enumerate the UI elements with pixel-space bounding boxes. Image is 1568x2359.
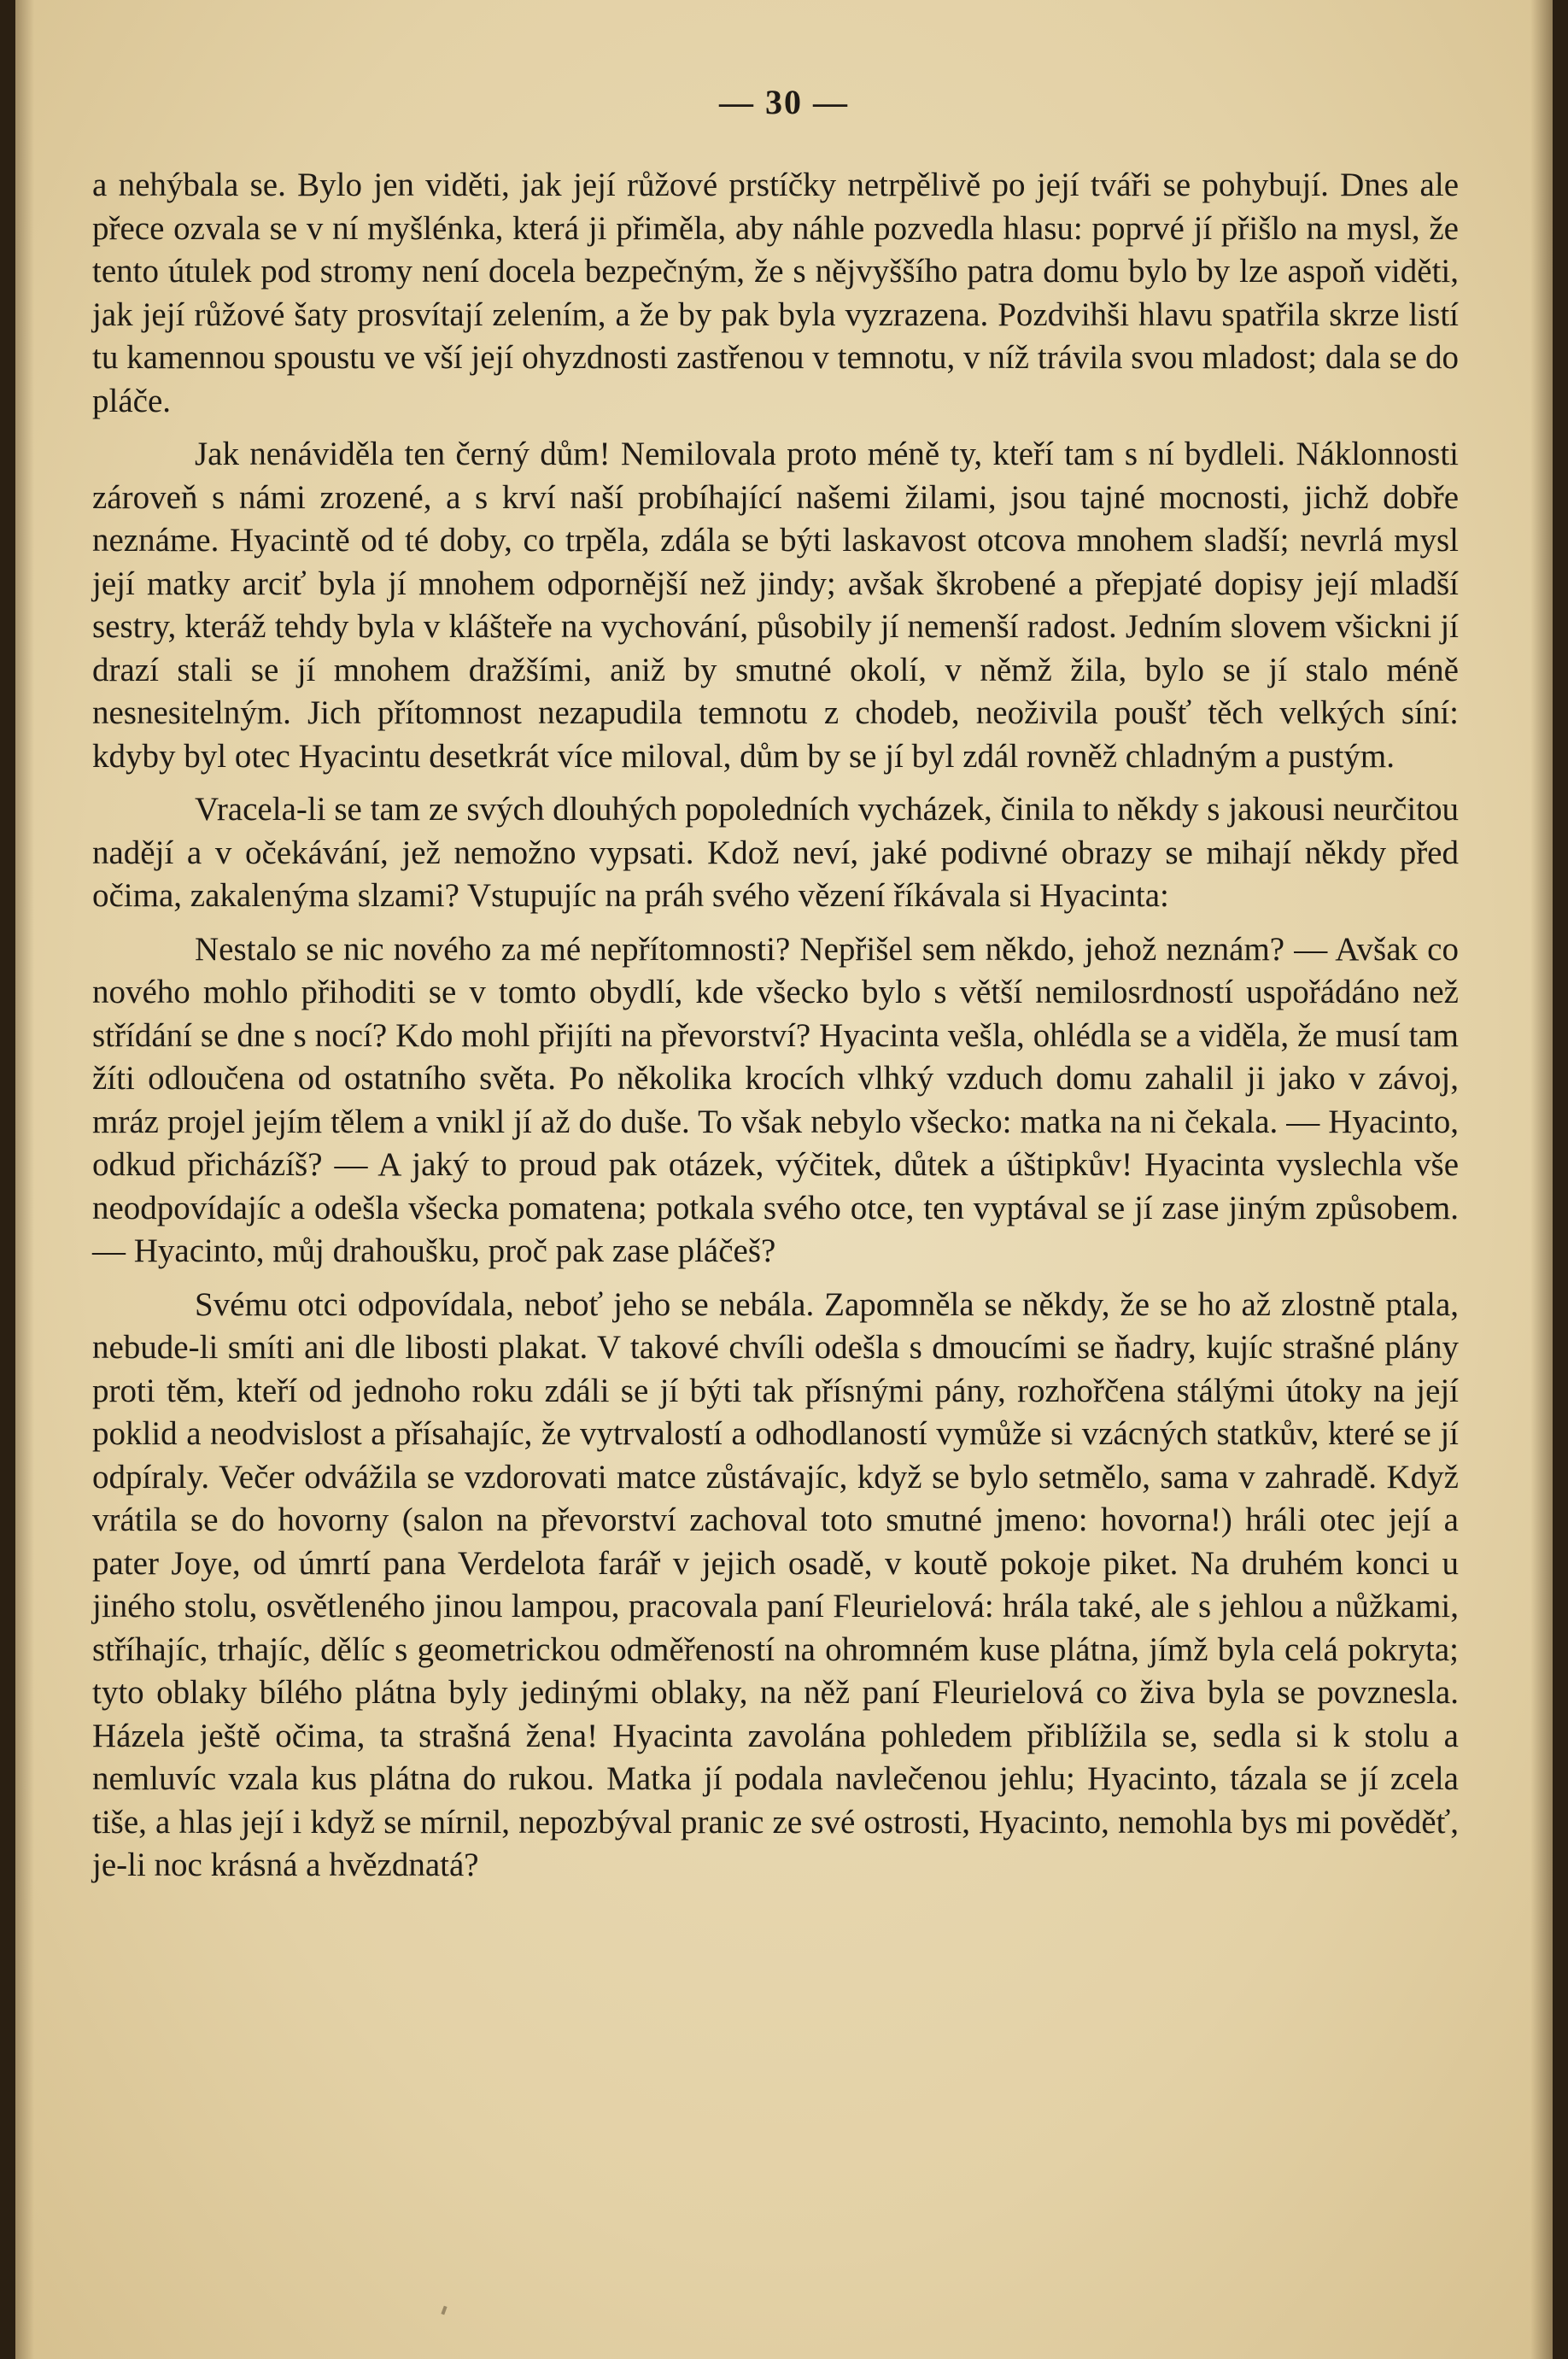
paragraph-3: Vracela-li se tam ze svých dlouhých popoledních vycházek, činila to někdy s jakousi neurčitou nadějí a v očekávání, jež nemožno vypsati. Kdož neví, jaké podivné obrazy se mihají někdy před očima, zakalenýma slzami? Vstupujíc na práh svého vězení říkávala si Hyacinta: [92,791,1459,914]
paragraph-5: Svému otci odpovídala, neboť jeho se nebála. Zapomněla se někdy, že se ho až zlostně ptala, nebude-li smíti ani dle libosti plakat. V takové chvíli odešla s dmoucími se ňadry, kujíc strašné plány proti těm, kteří od jednoho roku zdáli se jí býti tak přísnými pány, rozhořčena stálými útoky na její poklid a neodvislost a přísahajíc, že vytrvalostí a odhodlaností vymůže si vzácných statkův, které se jí odpíraly. Večer odvážila se vzdorovati matce zůstávajíc, když se bylo setmělo, sama v zahradě. Když vrátila se do hovorny (salon na převorství zachoval toto smutné jmeno: hovorna!) hráli otec její a pater Joye, od úmrtí pana Verdelota farář v jejich osadě, v koutě pokoje piket. Na druhém konci u jiného stolu, osvětleného jinou lampou, pracovala paní Fleurielová: hrála také, ale s jehlou a nůžkami, stříhajíc, trhajíc, dělíc s geometrickou odměřeností na ohromném kuse plátna, jímž byla celá pokryta; tyto oblaky bílého plátna byly jedinými oblaky, na něž paní Fleurielová co živa byla se povznesla. Házela ještě očima, ta strašná žena! Hyacinta zavolána pohledem přiblížila se, sedla si k stolu a nemluvíc vzala kus plátna do rukou. Matka jí podala navlečenou jehlu; Hyacinto, tázala se jí zcela tiše, a hlas její i když se mírnil, nepozbýval pranic ze své ostrosti, Hyacinto, nemohla bys mi pověděť, je-li noc krásná a hvězdnatá? [92,1285,1459,1883]
page-number: — 30 — [719,83,849,121]
book-page [15,0,1553,2359]
ink-speck [441,2306,447,2315]
paragraph-1: a nehýbala se. Bylo jen viděti, jak její růžové prstíčky netrpělivě po její tváři se pohybují. Dnes ale přece ozvala se v ní myšlénka, která ji přiměla, aby náhle pozvedla hlasu: poprvé jí přišlo na mysl, že tento útulek pod stromy není docela bezpečným, že s nějvyššího patra domu bylo by lze aspoň viděti, jak její růžové šaty prosvítají zelením, a že by pak byla vyzrazena. Pozdvihši hlavu spatřila skrze listí tu kamennou spoustu ve vší její ohyzdnosti zastřenou v temnotu, v níž trávila svou mladost; dala se do pláče. [92,167,1459,419]
page-shadow-left [15,0,34,2359]
body-text [92,164,1459,1898]
paragraph-4: Nestalo se nic nového za mé nepřítomnosti? Nepřišel sem někdo, jehož neznám? — Avšak co nového mohlo přihoditi se v tomto obydlí, kde všecko bylo s větší nemilosrdností uspořádáno než střídání se dne s nocí? Kdo mohl přijíti na převorství? Hyacinta vešla, ohlédla se a viděla, že musí tam žíti odloučena od ostatního světa. Po několika krocích vlhký vzduch domu zahalil ji jako v závoj, mráz projel jejím tělem a vnikl jí až do duše. To však nebylo všecko: matka na ni čekala. — Hyacinto, odkud přicházíš? — A jaký to proud pak otázek, výčitek, důtek a úštipkův! Hyacinta vyslechla vše neodpovídajíc a odešla všecka pomatena; potkala svého otce, ten vyptával se jí zase jiným způsobem. — Hyacinto, můj drahoušku, proč pak zase pláčeš? [92,930,1459,1269]
paragraph-2: Jak nenáviděla ten černý dům! Nemilovala proto méně ty, kteří tam s ní bydleli. Náklonnosti zároveň s námi zrozené, a s krví naší probíhající našemi žilami, jsou tajné mocnosti, jichž dobře neznáme. Hyacintě od té doby, co trpěla, zdála se býti laskavost otcova mnohem sladší; nevrlá mysl její matky arciť byla jí mnohem odpornější než jindy; avšak škrobené a přepjaté dopisy její mladší sestry, kteráž tehdy byla v klášteře na vychování, působily jí nemenší radost. Jedním slovem všickni jí drazí stali se jí mnohem dražšími, aniž by smutné okolí, v němž žila, bylo se jí stalo méně nesnesitelným. Jich přítomnost nezapudila temnotu z chodeb, neoživila poušť těch velkých síní: kdyby byl otec Hyacintu desetkrát více miloval, dům by se jí byl zdál rovněž chladným a pustým. [92,436,1459,775]
page-shadow-right [1530,0,1553,2359]
